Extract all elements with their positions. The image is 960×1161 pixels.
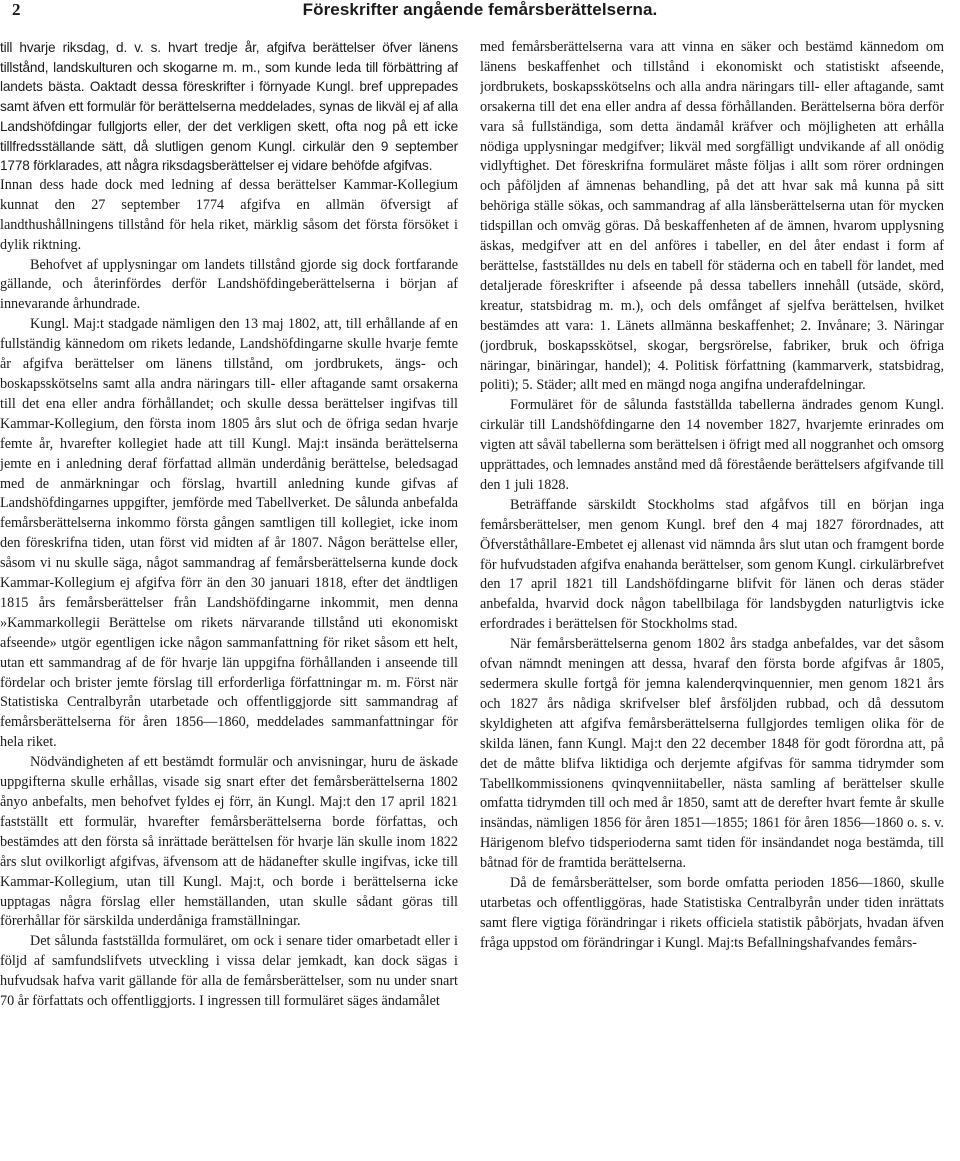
right-column (480, 38, 944, 1158)
right-paragraph-3: Beträffande särskildt Stockholms stad afgåfvos till en början inga femårsberättelser, men genom Kungl. bref den 4 maj 1827 förordnades, att Öfverståthållare-Embetet ej allenast vid nämnda års slut utan och framgent borde för hufvudstaden afgifva enahanda berättelser, som genom Kungl. cirkulärbrefvet den 17 april 1821 till Landshöfdingarne blifvit för länen och deras städer anbefalda, hvarvid dock någon tabellbilaga för landsbygden naturligtvis icke erfordrades i berättelsen för Stockholms stad. (480, 496, 944, 633)
right-paragraph-1: med femårsberättelserna vara att vinna en säker och bestämd kännedom om länens beskaffenhet och tillstånd i ekonomiskt och statistiskt afseende, jordbrukets, boskapsskötselns och alla andra näringars till- eller aftagande, samt orsakerna till det ena eller andra af dessa förhållanden. Berättelserna böra derför vara så fullständiga, som detta ändamål kräfver och möjligheten att erhålla nödiga upplysningar medgifver; likväl med sorgfälligt undvikande af all onödig vidlyftighet. Det föreskrifna formuläret måste följas i allt som rörer ordningen och påföljden af ämnenas behandling, på det att hvar sak må kunna på sitt behöriga ställe sökas, och sammandrag af alla länsberättelserna utan för mycken tidspillan och omväg göras. Då beskaffenheten af de ämnen, hvarom upplysning äskas, medgifver att en del anföres i tabeller, en del åter endast i form af berättelse, fastställdes nu dels en tabell för städerna och en tabell för landet, med detaljerade föreskrifter i afseende på dessa tabellers innehåll (utsäde, skörd, kreatur, statsbidrag m. m.), och dels omfånget af sjelfva berättelsen, hvilket bestämdes att vara: 1. Länets allmänna beskaffenhet; 2. Invånare; 3. Näringar (jordbruk, boskapsskötsel, skogar, bergsrörelse, fabriker, bruk och öfriga näringar, binäringar, handel); 4. Politisk författning (kammarverk, statsbidrag, politi); 5. Städer; allt med en mängd noga angifna underafdelningar. (480, 39, 944, 394)
left-paragraph-4: Nödvändigheten af ett bestämdt formulär och anvisningar, huru de äskade uppgifterna skulle erhållas, visade sig snart efter det femårsberättelserna 1802 ånyo anbefalts, men behofvet fyldes ej förr, än Kungl. Maj:t den 17 april 1821 fastställt ett formulär, hvarefter femårsberättelserna borde författas, och bestämdes att den första så inrättade berättelsen för hvarje län skulle inom 1822 års slut ovilkorligt afgifvas, äfvensom att de hädanefter skulle ingifvas, icke till Kammar-Kollegium, utan till Kungl. Maj:t, och borde i berättelserna icke upptagas några förslag eller hemställanden, utan skulle sådant göras till förerhållar för särskilda underdåniga framställningar. (0, 754, 458, 930)
right-paragraph-5: Då de femårsberättelser, som borde omfatta perioden 1856—1860, skulle utarbetas och offentliggöras, hade Statistiska Centralbyrån under tiden inrättats samt flere vigtiga förändringar i rikets officiela statistik påbörjats, hvadan äfven fråga uppstod om förändringar i Kungl. Maj:ts Befallningshafvandes femårs- (480, 875, 944, 951)
left-paragraph-1-small: till hvarje riksdag, d. v. s. hvart tredje år, afgifva berättelser öfver länens tillstånd, landskulturen och skogarne m. m., som kunde leda till förbättring af landets bästa. Oaktadt dessa föreskrifter i förnyade Kungl. bref upprepades samt äfven ett formulär för berättelserna meddelades, synas de likväl ej af alla Landshöfdingar fullgjorts eller, der det verkligen skett, ofta nog på ett icke tillfredsställande sätt, då slutligen genom Kungl. cirkulär den 9 september 1778 förklarades, att några riksdagsberättelser ej vidare behöfde afgifvas. (0, 40, 458, 174)
running-head: Föreskrifter angående femårsberättelserna. (302, 0, 658, 19)
left-paragraph-5: Det sålunda fastställda formuläret, om ock i senare tider omarbetadt eller i följd af samfundslifvets utveckling i vissa delar jemkadt, kan dock sägas i hufvudsak hafva varit gällande för alla de femårsberättelser, som nu under snart 70 år författats och offentliggjorts. I ingressen till formuläret säges ändamålet (0, 933, 458, 1010)
left-paragraph-1-cont: Innan dess hade dock med ledning af dessa berättelser Kammar-Kollegium kunnat den 27 september 1774 afgifva en allmän öfversigt af landthushållningens tillstånd för hela riket, märklig såsom det första försöket i dylik riktning. (0, 176, 458, 253)
left-paragraph-3: Kungl. Maj:t stadgade nämligen den 13 maj 1802, att, till erhållande af en fullständig kännedom om rikets ledande, Landshöfdingarne skulle hvarje femte år afgifva berättelser om länens tillstånd, om jordbrukets, ängs- och boskapsskötselns samt alla andra näringars till- eller aftagande samt orsakerna till det ena eller andra förhållandet; och skulle dessa berättelser ingifvas till Kammar-Kollegium, den första inom 1805 års slut och de öfriga sedan hvarje femte år, hvarefter kollegiet hade att till Kungl. Maj:t insända berättelserna jemte en i anledning deraf författad allmän underdånig berättelse, beledsagad med de anmärkningar och förslag, hvartill anledning kunde gifvas af Landshöfdingarnes uppgifter, jemförde med Tabellverket. De sålunda anbefalda femårsberättelserna inkommo första gången samtligen till kollegiet, icke inom den föreskrifna tiden, utan först vid midten af år 1807. Någon berättelse eller, såsom vi nu skulle säga, något sammandrag af femårsberättelserna kunde dock Kammar-Kollegium ej afgifva förr än den 30 januari 1818, efter det ändtligen 1815 års femårsberättelser från Landshöfdingarne inkommit, men denna »Kammarkollegii Berättelse om rikets närvarande tillstånd uti ekonomiskt afseende» utgör egentligen icke någon sammanfattning för riket såsom ett helt, utan ett sammandrag af de för hvarje län uppgifna förhållanden i anseende till fördelar och brister jemte förslag till erforderliga författningar m. m. Först när Statistiska Centralbyrån utarbetade och offentliggjorde sitt sammandrag af femårsberättelserna för åren 1856—1860, meddelades sammanfattningar för hela riket. (0, 316, 458, 751)
right-paragraph-4: När femårsberättelserna genom 1802 års stadga anbefaldes, var det såsom ofvan nämndt meningen att dessa, hvaraf den första borde afgifvas år 1805, sedermera skulle fortgå för jemna kalenderqvinquennier, men genom 1821 års och 1827 års nådiga skrifvelser blef årsföljden rubbad, och då dessutom skyldigheten att afgifva femårsberättelserna fullgjordes temligen olika för de skilda länen, fann Kungl. Maj:t den 22 december 1848 för godt förordna att, på det de måtte blifva liktidiga och derjemte afgifvas för samma tidrymder som Tabellkommissionens qvinqvenniitabeller, nästa samling af berättelser skulle omfatta tidrymden till och med år 1850, samt att de derefter hvart femte år skulle insändas, nämligen 1856 för åren 1851—1855; 1861 för åren 1856—1860 o. s. v. Härigenom blefvo tidsperioderna samt tiden för insändandet noga bestämda, till båtnad för de framtida berättelserna. (480, 636, 944, 872)
page-number: 2 (12, 0, 21, 19)
left-column (0, 38, 458, 1158)
text-columns (0, 38, 960, 1158)
left-paragraph-2: Behofvet af upplysningar om landets tillstånd gjorde sig dock fortfarande gällande, och återinfördes derför Landshöfdingeberättelserna i början af innevarande århundrade. (0, 256, 458, 313)
right-paragraph-2: Formuläret för de sålunda fastställda tabellerna ändrades genom Kungl. cirkulär till Landshöfdingarne den 14 november 1827, hvarjemte erinrades om vigten att såväl tabellerna som berättelsen i öfrigt med all noggranhet och omsorg upprättades, och lemnades anstånd med då förestående berättelsers afgifvande till den 1 juli 1828. (480, 397, 944, 493)
